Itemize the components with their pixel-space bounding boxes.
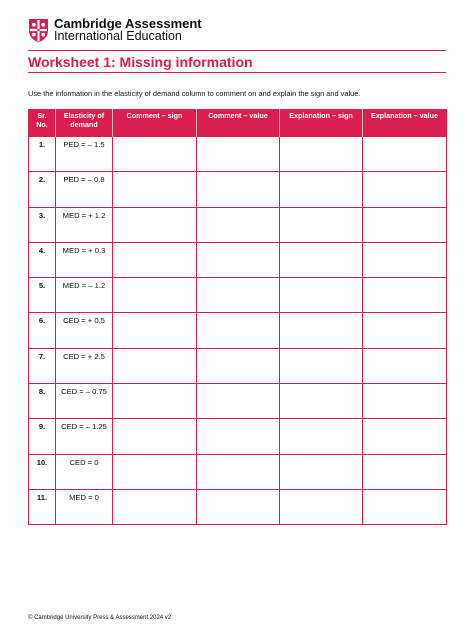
comment-value-cell[interactable] xyxy=(197,313,280,348)
header-explanation-value: Explanation – value xyxy=(363,109,447,137)
comment-sign-cell[interactable] xyxy=(113,242,197,277)
explanation-value-cell[interactable] xyxy=(363,454,447,489)
table-row xyxy=(29,489,447,524)
explanation-value-cell[interactable] xyxy=(363,172,447,207)
elasticity-cell: CED = – 1.25 xyxy=(56,419,113,454)
header-elasticity: Elasticity of demand xyxy=(56,109,113,137)
title-rule-top xyxy=(28,50,446,51)
page-title: Worksheet 1: Missing information xyxy=(28,54,253,70)
row-number: 6. xyxy=(29,313,56,348)
explanation-value-cell[interactable] xyxy=(363,384,447,419)
explanation-value-cell[interactable] xyxy=(363,489,447,524)
header-sr-no: Sr. No. xyxy=(29,109,56,137)
row-number: 9. xyxy=(29,419,56,454)
explanation-value-cell[interactable] xyxy=(363,419,447,454)
elasticity-cell: MED = – 1.2 xyxy=(56,278,113,313)
comment-sign-cell[interactable] xyxy=(113,419,197,454)
explanation-sign-cell[interactable] xyxy=(280,489,363,524)
table-row xyxy=(29,172,447,207)
row-number: 5. xyxy=(29,278,56,313)
table-row xyxy=(29,313,447,348)
explanation-value-cell[interactable] xyxy=(363,313,447,348)
row-number: 4. xyxy=(29,242,56,277)
elasticity-cell: CED = 0 xyxy=(56,454,113,489)
table-row xyxy=(29,207,447,242)
explanation-sign-cell[interactable] xyxy=(280,172,363,207)
header-explanation-sign: Explanation – sign xyxy=(280,109,363,137)
table-row xyxy=(29,419,447,454)
header-comment-value: Comment – value xyxy=(197,109,280,137)
row-number: 7. xyxy=(29,348,56,383)
elasticity-cell: CED = + 2.5 xyxy=(56,348,113,383)
explanation-sign-cell[interactable] xyxy=(280,137,363,172)
explanation-sign-cell[interactable] xyxy=(280,278,363,313)
row-number: 3. xyxy=(29,207,56,242)
elasticity-cell: CED = – 0.75 xyxy=(56,384,113,419)
explanation-sign-cell[interactable] xyxy=(280,454,363,489)
explanation-sign-cell[interactable] xyxy=(280,348,363,383)
elasticity-cell: PED = – 0.8 xyxy=(56,172,113,207)
table-row xyxy=(29,454,447,489)
row-number: 8. xyxy=(29,384,56,419)
brand-wordmark xyxy=(54,17,202,43)
comment-value-cell[interactable] xyxy=(197,454,280,489)
page-header xyxy=(28,17,202,43)
table-row xyxy=(29,278,447,313)
explanation-value-cell[interactable] xyxy=(363,242,447,277)
elasticity-cell: PED = – 1.5 xyxy=(56,137,113,172)
copyright-footer: © Cambridge University Press & Assessment 2024 v2 xyxy=(28,615,172,621)
table-row xyxy=(29,384,447,419)
explanation-value-cell[interactable] xyxy=(363,207,447,242)
table-row xyxy=(29,242,447,277)
explanation-sign-cell[interactable] xyxy=(280,242,363,277)
row-number: 1. xyxy=(29,137,56,172)
instructions-text: Use the information in the elasticity of demand column to comment on and explain the sign and value. xyxy=(28,89,361,98)
table-header-row xyxy=(29,109,447,137)
comment-value-cell[interactable] xyxy=(197,348,280,383)
comment-sign-cell[interactable] xyxy=(113,207,197,242)
row-number: 11. xyxy=(29,489,56,524)
comment-sign-cell[interactable] xyxy=(113,384,197,419)
comment-value-cell[interactable] xyxy=(197,489,280,524)
comment-sign-cell[interactable] xyxy=(113,348,197,383)
row-number: 2. xyxy=(29,172,56,207)
explanation-value-cell[interactable] xyxy=(363,348,447,383)
header-comment-sign: Comment – sign xyxy=(113,109,197,137)
brand-line-1: Cambridge Assessment xyxy=(54,16,202,31)
elasticity-cell: MED = + 0.3 xyxy=(56,242,113,277)
explanation-value-cell[interactable] xyxy=(363,278,447,313)
comment-value-cell[interactable] xyxy=(197,172,280,207)
row-number: 10. xyxy=(29,454,56,489)
comment-sign-cell[interactable] xyxy=(113,454,197,489)
comment-sign-cell[interactable] xyxy=(113,137,197,172)
shield-crest-icon xyxy=(28,18,49,43)
explanation-value-cell[interactable] xyxy=(363,137,447,172)
comment-sign-cell[interactable] xyxy=(113,278,197,313)
comment-sign-cell[interactable] xyxy=(113,489,197,524)
table-row xyxy=(29,137,447,172)
comment-sign-cell[interactable] xyxy=(113,313,197,348)
worksheet-table xyxy=(28,109,447,525)
comment-value-cell[interactable] xyxy=(197,242,280,277)
explanation-sign-cell[interactable] xyxy=(280,207,363,242)
comment-value-cell[interactable] xyxy=(197,384,280,419)
title-rule-bottom xyxy=(28,72,446,73)
table-row xyxy=(29,348,447,383)
comment-value-cell[interactable] xyxy=(197,137,280,172)
explanation-sign-cell[interactable] xyxy=(280,384,363,419)
explanation-sign-cell[interactable] xyxy=(280,419,363,454)
comment-value-cell[interactable] xyxy=(197,207,280,242)
elasticity-cell: MED = 0 xyxy=(56,489,113,524)
comment-sign-cell[interactable] xyxy=(113,172,197,207)
elasticity-cell: CED = + 0.5 xyxy=(56,313,113,348)
comment-value-cell[interactable] xyxy=(197,419,280,454)
elasticity-cell: MED = + 1.2 xyxy=(56,207,113,242)
explanation-sign-cell[interactable] xyxy=(280,313,363,348)
comment-value-cell[interactable] xyxy=(197,278,280,313)
brand-line-2: International Education xyxy=(54,29,182,43)
